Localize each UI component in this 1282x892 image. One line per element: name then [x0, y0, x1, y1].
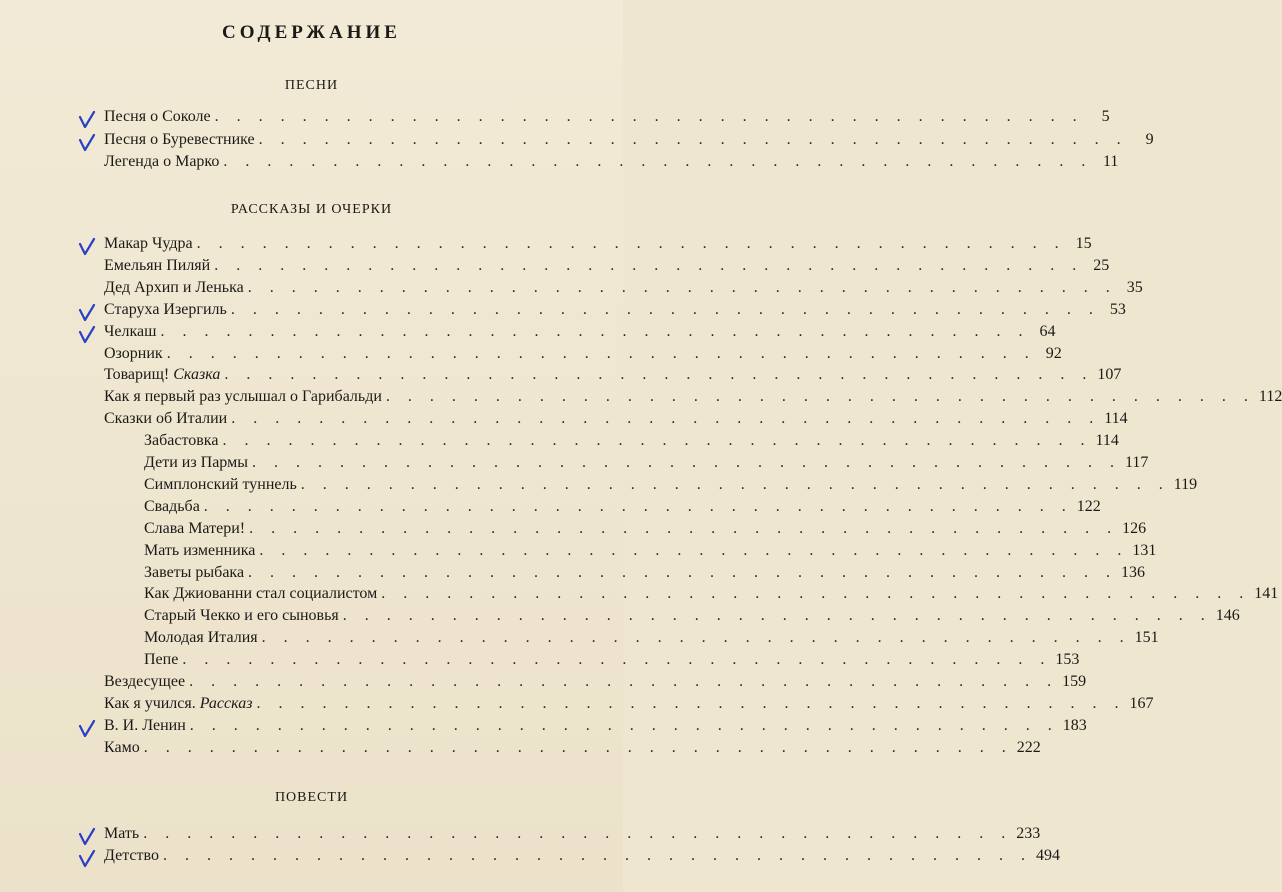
page-number: 53: [1109, 300, 1126, 318]
toc-entry-subtitle: Рассказ: [199, 694, 253, 712]
toc-entry: [104, 130, 1154, 153]
toc-entry-title: Песня о Буревестнике: [104, 130, 255, 148]
toc-entry: [104, 673, 1087, 695]
toc-entry-title: Дед Архип и Ленька: [104, 278, 244, 296]
toc-entry: [104, 344, 1062, 367]
checkmark-icon: [78, 827, 96, 847]
page-number: 183: [1062, 716, 1087, 734]
page-number: 167: [1129, 694, 1154, 712]
dot-leader: . . . . . . . . . . . . . . . . . . . . . . . . . . . . . . . . . . . . . . . .: [143, 825, 1013, 842]
dot-leader: . . . . . . . . . . . . . . . . . . . . . . . . . . . . . . . . . . . . . . . .: [247, 278, 1117, 296]
toc-entry-title: Молодая Италия: [144, 629, 258, 647]
toc-entry: [144, 651, 1080, 673]
dot-leader: . . . . . . . . . . . . . . . . . . . . . . . . . . . . . . . . . . . . . . . .: [342, 607, 1212, 625]
dot-leader: . . . . . . . . . . . . . . . . . . . . . . . . . . . . . . . . . . . . . . . .: [143, 738, 1013, 756]
toc-entry-title: Товарищ! Сказка: [104, 366, 221, 384]
toc-entry: [144, 519, 1147, 542]
page-number: 141: [1254, 585, 1279, 603]
toc-entry-title: Макар Чудра: [104, 235, 193, 252]
toc-entry: [144, 563, 1146, 586]
toc-entry: [104, 825, 1041, 847]
toc-entry: [144, 541, 1157, 564]
dot-leader: . . . . . . . . . . . . . . . . . . . . . . . . . . . . . . . . . . . . . . . .: [248, 563, 1118, 581]
toc-entry: [144, 475, 1198, 498]
page-number: 122: [1076, 497, 1101, 515]
dot-leader: . . . . . . . . . . . . . . . . . . . . . . . . . . . . . . . . . . . . . . . .: [223, 153, 1093, 170]
toc-entry-title: Челкаш: [104, 322, 157, 340]
toc-entry-title: Песня о Соколе: [104, 108, 211, 125]
toc-entry: [104, 847, 1060, 869]
dot-leader: . . . . . . . . . . . . . . . . . . . . . . . . . . . . . . . . . . . . . . . .: [256, 694, 1126, 712]
page-number: 25: [1093, 256, 1110, 274]
toc-entry-title: Забастовка: [144, 432, 219, 450]
toc-entry: [104, 716, 1087, 739]
toc-entry: [104, 300, 1126, 323]
dot-leader: . . . . . . . . . . . . . . . . . . . . . . . . . . . . . . . . . . . . . . . .: [385, 388, 1255, 406]
page-number: 153: [1055, 651, 1080, 669]
dot-leader: . . . . . . . . . . . . . . . . . . . . . . . . . . . . . . . . . . . . . . . .: [249, 519, 1119, 537]
toc-entry: [104, 694, 1154, 717]
toc-entry-title: Как Джиованни стал социалистом: [144, 585, 378, 603]
page-number: 114: [1095, 432, 1119, 450]
toc-entry: [144, 585, 1279, 607]
checkmark-icon: [78, 110, 96, 130]
toc-entry: [144, 607, 1240, 629]
toc-entry-title: Емельян Пиляй: [104, 256, 211, 274]
toc-entry: [104, 322, 1056, 345]
toc-entry: [144, 629, 1159, 651]
page-number: 136: [1121, 563, 1146, 581]
dot-leader: . . . . . . . . . . . . . . . . . . . . . . . . . . . . . . . . . . . . . . . .: [258, 130, 1128, 148]
toc-entry: [104, 366, 1122, 388]
section-heading: ПОВЕСТИ: [274, 790, 349, 805]
checkmark-icon: [78, 849, 96, 869]
page-number: 494: [1035, 847, 1060, 864]
dot-leader: . . . . . . . . . . . . . . . . . . . . . . . . . . . . . . . . . . . . . . . .: [214, 256, 1084, 274]
dot-leader: . . . . . . . . . . . . . . . . . . . . . . . . . . . . . . . . . . . . . . . .: [224, 366, 1094, 384]
page-number: 35: [1126, 278, 1143, 296]
dot-leader: . . . . . . . . . . . . . . . . . . . . . . . . . . . . . . . . . . . . . . . .: [259, 541, 1129, 559]
page-number: 117: [1124, 454, 1149, 471]
page-title: СОДЕРЖАНИЕ: [222, 22, 401, 43]
checkmark-icon: [78, 133, 96, 153]
dot-leader: . . . . . . . . . . . . . . . . . . . . . . . . . . . . . . . . . . . . . . . .: [261, 629, 1131, 647]
dot-leader: . . . . . . . . . . . . . . . . . . . . . . . . . . . . . . . . . . . . . . . .: [231, 410, 1101, 428]
dot-leader: . . . . . . . . . . . . . . . . . . . . . . . . . . . . . . . . . . . . . . . .: [222, 432, 1092, 450]
toc-entry: [104, 235, 1092, 257]
toc-entry-title: Свадьба: [144, 497, 200, 515]
checkmark-icon: [78, 719, 96, 739]
page-number: 15: [1075, 235, 1092, 252]
dot-leader: . . . . . . . . . . . . . . . . . . . . . . . . . . . . . . . . . . . . . . . .: [189, 673, 1059, 690]
toc-entry-title: Камо: [104, 738, 140, 756]
section-heading: РАССКАЗЫ И ОЧЕРКИ: [230, 202, 393, 217]
checkmark-icon: [78, 237, 96, 257]
dot-leader: . . . . . . . . . . . . . . . . . . . . . . . . . . . . . . . . . . . . . . . .: [300, 475, 1170, 493]
dot-leader: . . . . . . . . . . . . . . . . . . . . . . . . . . . . . . . . . . . . . . . .: [160, 322, 1030, 340]
toc-entry-title: Дети из Пармы: [144, 454, 248, 471]
page-number: 112: [1258, 388, 1282, 406]
toc-entry-title: Как я первый раз услышал о Гарибальди: [104, 388, 382, 406]
page-number: 114: [1104, 410, 1128, 428]
toc-entry-title: Симплонский туннель: [144, 475, 297, 493]
page-number: 126: [1122, 519, 1147, 537]
dot-leader: . . . . . . . . . . . . . . . . . . . . . . . . . . . . . . . . . . . . . . . .: [162, 847, 1032, 864]
dot-leader: . . . . . . . . . . . . . . . . . . . . . . . . . . . . . . . . . . . . . . . .: [203, 497, 1073, 515]
toc-entry: [144, 497, 1101, 520]
page-number: 9: [1145, 130, 1154, 148]
page-number: 146: [1215, 607, 1240, 625]
page-number: 131: [1132, 541, 1157, 559]
toc-entry-title: Озорник: [104, 344, 163, 362]
page-number: 159: [1062, 673, 1087, 690]
dot-leader: . . . . . . . . . . . . . . . . . . . . . . . . . . . . . . . . . . . . . . . .: [381, 585, 1251, 603]
toc-entry-title: Легенда о Марко: [104, 153, 220, 170]
toc-entry: [104, 256, 1110, 279]
toc-entry-title: Старуха Изергиль: [104, 300, 227, 318]
toc-entry-title: Сказки об Италии: [104, 410, 228, 428]
dot-leader: . . . . . . . . . . . . . . . . . . . . . . . . . . . . . . . . . . . . . . . .: [251, 454, 1121, 471]
toc-entry: [104, 153, 1119, 175]
dot-leader: . . . . . . . . . . . . . . . . . . . . . . . . . . . . . . . . . . . . . . . .: [214, 108, 1084, 125]
dot-leader: . . . . . . . . . . . . . . . . . . . . . . . . . . . . . . . . . . . . . . . .: [196, 235, 1066, 252]
page-number: 222: [1016, 738, 1041, 756]
toc-entry-subtitle: Сказка: [173, 366, 221, 384]
toc-entry-title: В. И. Ленин: [104, 716, 186, 734]
toc-entry-title: Как я учился. Рассказ: [104, 694, 253, 712]
toc-entry-title: Заветы рыбака: [144, 563, 245, 581]
toc-entry-title: Слава Матери!: [144, 519, 246, 537]
toc-entry: [104, 278, 1143, 301]
page-number: 11: [1102, 153, 1119, 170]
toc-entry-title: Детство: [104, 847, 159, 864]
toc-entry: [104, 388, 1282, 410]
toc-entry: [104, 738, 1041, 761]
page-number: 233: [1016, 825, 1041, 842]
page-number: 5: [1101, 108, 1110, 125]
page-number: 119: [1173, 475, 1198, 493]
checkmark-icon: [78, 325, 96, 345]
dot-leader: . . . . . . . . . . . . . . . . . . . . . . . . . . . . . . . . . . . . . . . .: [166, 344, 1036, 362]
section-heading: ПЕСНИ: [284, 78, 339, 93]
checkmark-icon: [78, 303, 96, 323]
toc-entry: [104, 108, 1110, 130]
toc-entry-title: Мать: [104, 825, 140, 842]
toc-entry-title: Мать изменника: [144, 541, 256, 559]
page-number: 64: [1039, 322, 1056, 340]
page-number: 92: [1045, 344, 1062, 362]
page-number: 151: [1134, 629, 1159, 647]
toc-entry: [144, 432, 1119, 454]
dot-leader: . . . . . . . . . . . . . . . . . . . . . . . . . . . . . . . . . . . . . . . .: [230, 300, 1100, 318]
toc-entry: [144, 454, 1149, 476]
toc-entry-title: Вездесущее: [104, 673, 186, 690]
toc-entry-title: Старый Чекко и его сыновья: [144, 607, 339, 625]
toc-entry-title: Пепе: [144, 651, 179, 669]
dot-leader: . . . . . . . . . . . . . . . . . . . . . . . . . . . . . . . . . . . . . . . .: [182, 651, 1052, 669]
toc-entry: [104, 410, 1128, 432]
dot-leader: . . . . . . . . . . . . . . . . . . . . . . . . . . . . . . . . . . . . . . . .: [189, 716, 1059, 734]
page-number: 107: [1097, 366, 1122, 384]
